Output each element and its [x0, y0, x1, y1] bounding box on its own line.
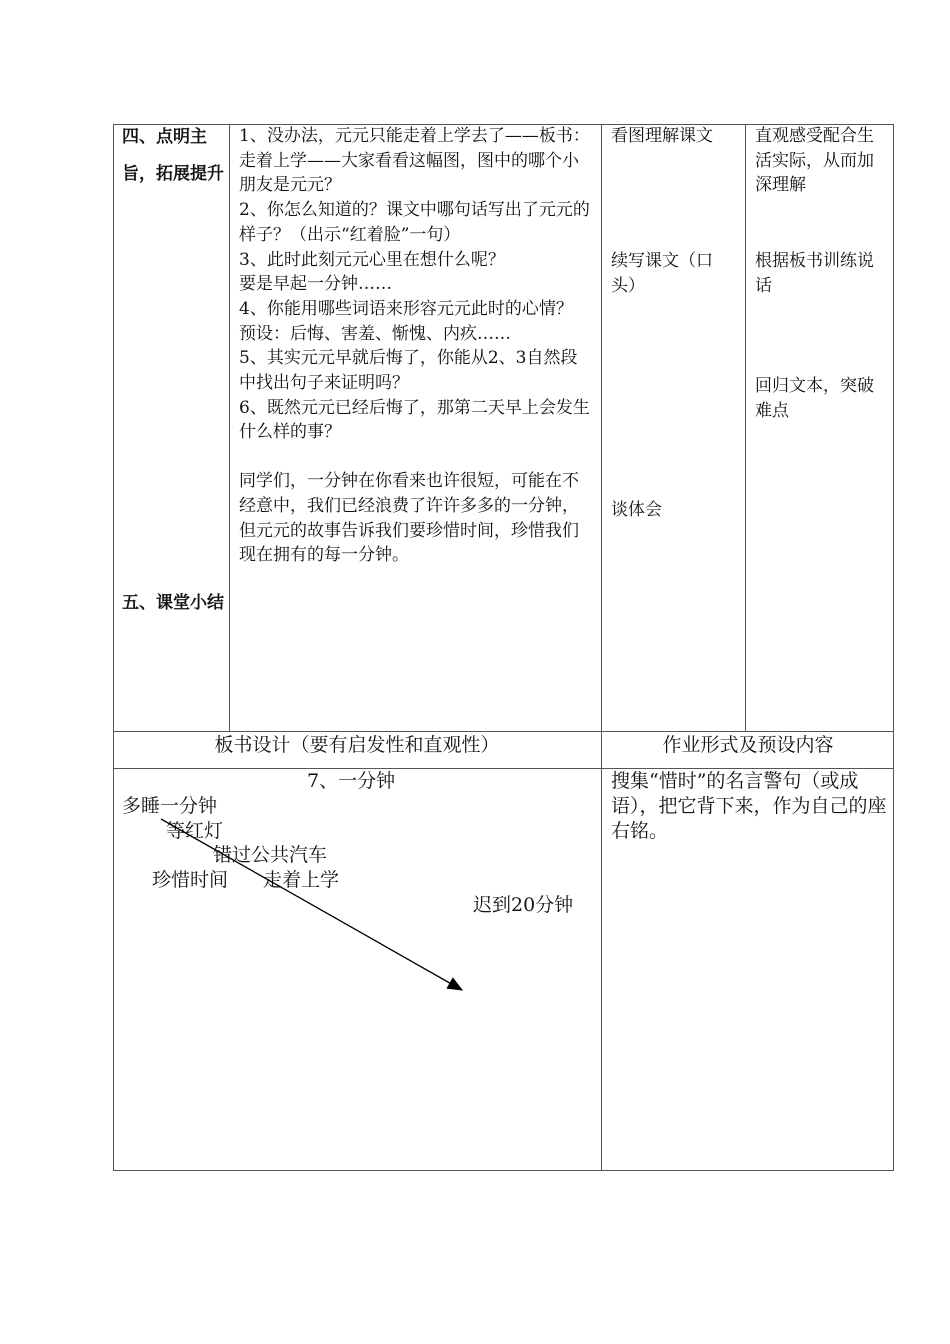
content-p5: 4、你能用哪些词语来形容元元此时的心情？	[239, 298, 573, 319]
content-p9: 同学们，一分钟在你看来也许很短，可能在不经意中，我们已经浪费了许许多多的一分钟，但元元的故事告诉我们要珍惜时间，珍惜我们现在拥有的每一分钟。	[239, 471, 579, 566]
purpose-2: 根据板书训练说话	[755, 251, 874, 296]
board-line-4b: 走着上学	[263, 869, 340, 891]
content-p2: 2、你怎么知道的？课文中哪句话写出了元元的样子？（出示“红着脸”一句）	[239, 200, 590, 245]
board-design-header: 板书设计（要有启发性和直观性）	[214, 734, 500, 756]
content-p7: 5、其实元元早就后悔了，你能从2、3自然段中找出句子来证明吗？	[239, 348, 578, 394]
board-line-4a: 珍惜时间	[152, 869, 229, 891]
section-4-title: 四、点明主旨，拓展提升	[122, 127, 224, 184]
board-line-1: 多睡一分钟	[122, 795, 218, 817]
board-title: 7、一分钟	[307, 770, 396, 792]
board-line-2: 等红灯	[166, 820, 224, 842]
content-p1: 1、没办法，元元只能走着上学去了——板书：走着上学——大家看看这幅图，图中的哪个小朋友是元元？	[239, 126, 590, 196]
activity-1: 看图理解课文	[611, 126, 713, 146]
purpose-1: 直观感受配合生活实际，从而加深理解	[755, 126, 874, 196]
purpose-3: 回归文本，突破难点	[755, 376, 874, 421]
homework-text: 搜集“惜时”的名言警句（或成语），把它背下来，作为自己的座右铭。	[611, 770, 887, 842]
content-p4: 要是早起一分钟……	[239, 274, 392, 295]
board-line-5: 迟到20分钟	[473, 894, 574, 916]
activity-3: 谈体会	[611, 500, 662, 520]
activity-2: 续写课文（口头）	[611, 251, 713, 296]
homework-header: 作业形式及预设内容	[662, 734, 834, 756]
board-line-3: 错过公共汽车	[213, 844, 328, 866]
content-p3: 3、此时此刻元元心里在想什么呢？	[239, 249, 505, 270]
content-p6: 预设：后悔、害羞、惭愧、内疚……	[239, 323, 511, 344]
section-5-title: 五、课堂小结	[122, 593, 224, 613]
content-p8: 6、既然元元已经后悔了，那第二天早上会发生什么样的事？	[239, 397, 590, 443]
